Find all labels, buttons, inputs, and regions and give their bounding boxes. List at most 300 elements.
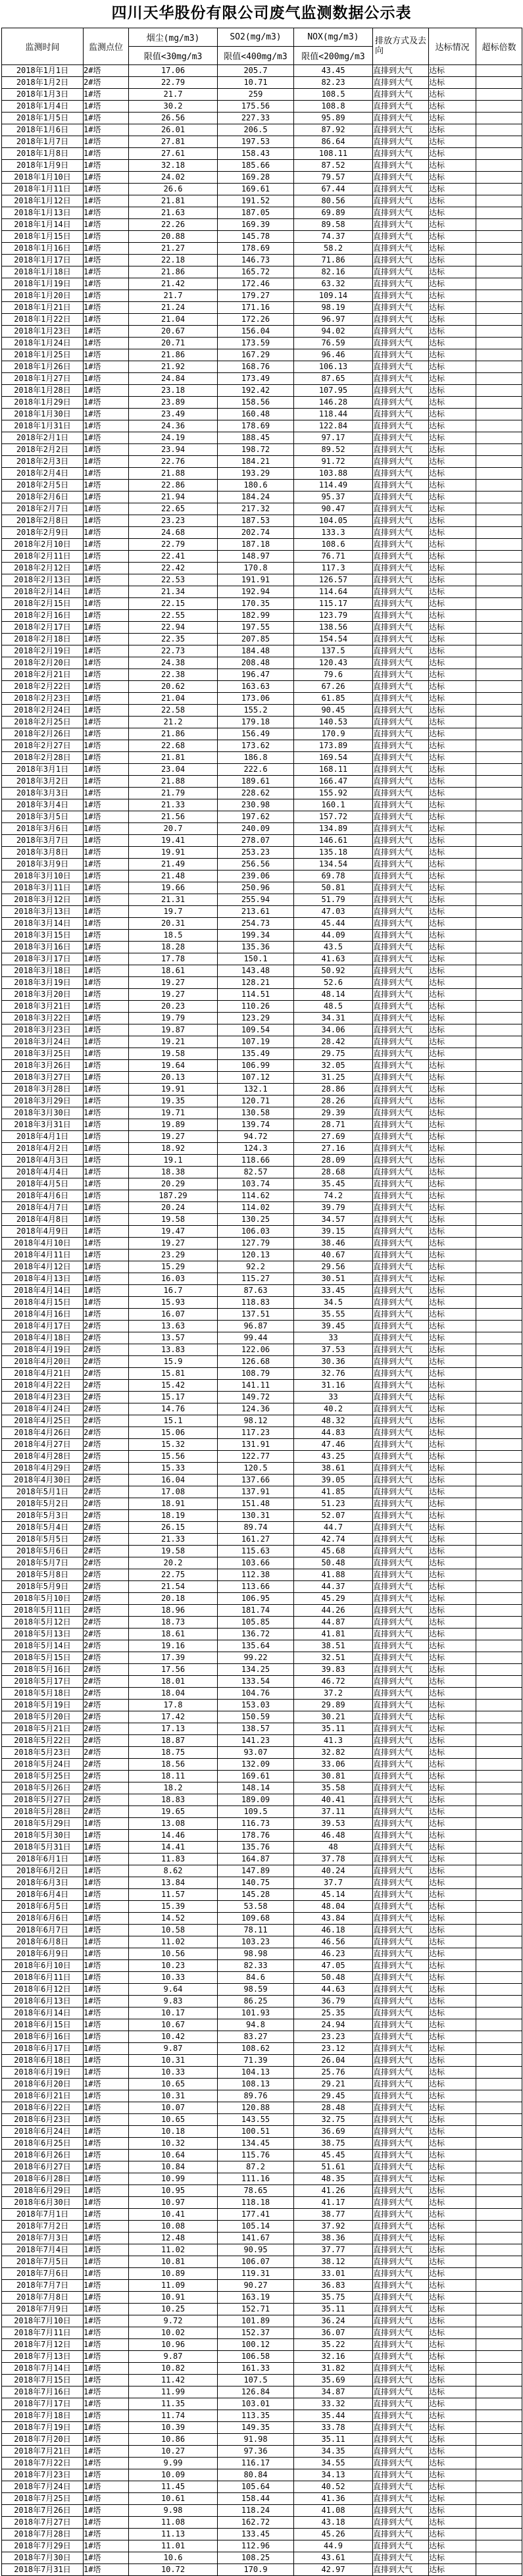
table-row [2, 835, 522, 847]
cell-point: 1#塔 [84, 634, 129, 645]
cell-point: 1#塔 [84, 847, 129, 859]
cell-exceed [476, 2161, 522, 2173]
cell-dust: 18.04 [129, 1688, 218, 1700]
cell-date: 2018年3月10日 [2, 871, 84, 882]
cell-point: 1#塔 [84, 2292, 129, 2304]
cell-status: 达标 [429, 930, 476, 942]
cell-status: 达标 [429, 1190, 476, 1202]
cell-emission: 直排到大气 [373, 527, 429, 539]
cell-so2: 130.58 [218, 1107, 294, 1119]
cell-so2: 187.18 [218, 539, 294, 551]
cell-status: 达标 [429, 1925, 476, 1936]
cell-nox: 97.17 [294, 432, 373, 444]
cell-date: 2018年3月15日 [2, 930, 84, 942]
cell-dust: 23.94 [129, 444, 218, 456]
cell-so2: 111.16 [218, 2173, 294, 2185]
cell-nox: 135.18 [294, 847, 373, 859]
cell-dust: 10.31 [129, 2090, 218, 2102]
cell-exceed [476, 420, 522, 432]
cell-exceed [476, 1972, 522, 1984]
cell-exceed [476, 859, 522, 871]
cell-date: 2018年7月21日 [2, 2446, 84, 2458]
cell-dust: 11.42 [129, 2375, 218, 2387]
cell-nox: 89.58 [294, 219, 373, 231]
cell-point: 1#塔 [84, 764, 129, 776]
cell-emission: 直排到大气 [373, 1557, 429, 1569]
cell-nox: 52.07 [294, 1510, 373, 1522]
cell-point: 1#塔 [84, 1178, 129, 1190]
cell-date: 2018年3月27日 [2, 1072, 84, 1084]
cell-so2: 100.51 [218, 2126, 294, 2138]
cell-dust: 20.13 [129, 1072, 218, 1084]
cell-point: 1#塔 [84, 1167, 129, 1178]
cell-nox: 44.87 [294, 1617, 373, 1629]
cell-dust: 10.82 [129, 2363, 218, 2375]
cell-exceed [476, 1463, 522, 1475]
table-row [2, 420, 522, 432]
cell-point: 1#塔 [84, 2126, 129, 2138]
cell-nox: 51.23 [294, 1498, 373, 1510]
cell-exceed [476, 409, 522, 420]
cell-so2: 130.31 [218, 1510, 294, 1522]
cell-status: 达标 [429, 195, 476, 207]
table-row [2, 574, 522, 586]
cell-point: 1#塔 [84, 1925, 129, 1936]
cell-dust: 9.72 [129, 2315, 218, 2327]
table-row [2, 1155, 522, 1167]
cell-point: 1#塔 [84, 243, 129, 255]
cell-point: 1#塔 [84, 266, 129, 278]
cell-date: 2018年7月26日 [2, 2505, 84, 2517]
cell-so2: 123.29 [218, 1013, 294, 1024]
cell-emission: 直排到大气 [373, 1214, 429, 1226]
cell-dust: 21.49 [129, 859, 218, 871]
cell-point: 1#塔 [84, 255, 129, 266]
table-row [2, 290, 522, 302]
cell-status: 达标 [429, 847, 476, 859]
cell-dust: 21.81 [129, 752, 218, 764]
table-row [2, 859, 522, 871]
cell-dust: 10.18 [129, 2126, 218, 2138]
cell-status: 达标 [429, 2090, 476, 2102]
cell-exceed [476, 2102, 522, 2114]
cell-so2: 156.49 [218, 728, 294, 740]
cell-exceed [476, 1569, 522, 1581]
cell-dust: 10.33 [129, 2067, 218, 2079]
table-row [2, 1569, 522, 1581]
cell-date: 2018年4月12日 [2, 1261, 84, 1273]
cell-point: 1#塔 [84, 598, 129, 610]
cell-date: 2018年3月23日 [2, 1024, 84, 1036]
cell-emission: 直排到大气 [373, 2493, 429, 2505]
cell-status: 达标 [429, 2552, 476, 2564]
cell-dust: 20.7 [129, 823, 218, 835]
cell-nox: 82.23 [294, 77, 373, 89]
cell-exceed [476, 2031, 522, 2043]
cell-dust: 24.68 [129, 527, 218, 539]
cell-status: 达标 [429, 1771, 476, 1782]
cell-nox: 30.81 [294, 1771, 373, 1782]
cell-dust: 19.79 [129, 1013, 218, 1024]
cell-so2: 173.06 [218, 693, 294, 705]
cell-dust: 22.79 [129, 539, 218, 551]
cell-dust: 22.65 [129, 503, 218, 515]
cell-dust: 21.63 [129, 207, 218, 219]
cell-exceed [476, 2173, 522, 2185]
cell-so2: 94.8 [218, 2019, 294, 2031]
cell-date: 2018年1月15日 [2, 231, 84, 243]
cell-nox: 108.5 [294, 89, 373, 101]
cell-status: 达标 [429, 1640, 476, 1652]
cell-so2: 106.58 [218, 2351, 294, 2363]
cell-emission: 直排到大气 [373, 1711, 429, 1723]
cell-status: 达标 [429, 1901, 476, 1913]
cell-exceed [476, 1723, 522, 1735]
table-row [2, 1119, 522, 1131]
cell-date: 2018年1月30日 [2, 409, 84, 420]
cell-nox: 50.92 [294, 965, 373, 977]
cell-nox: 37.78 [294, 1854, 373, 1865]
table-row [2, 432, 522, 444]
cell-emission: 直排到大气 [373, 1084, 429, 1096]
cell-dust: 22.15 [129, 598, 218, 610]
table-row [2, 551, 522, 563]
table-row [2, 1013, 522, 1024]
cell-so2: 99.22 [218, 1652, 294, 1664]
cell-emission: 直排到大气 [373, 2422, 429, 2434]
cell-emission: 直排到大气 [373, 906, 429, 918]
table-row [2, 231, 522, 243]
cell-so2: 107.12 [218, 1072, 294, 1084]
col-header-dust: 烟尘(mg/m3) [129, 28, 218, 47]
cell-exceed [476, 2233, 522, 2244]
cell-status: 达标 [429, 728, 476, 740]
cell-date: 2018年7月24日 [2, 2481, 84, 2493]
cell-exceed [476, 65, 522, 77]
cell-so2: 143.55 [218, 2114, 294, 2126]
cell-date: 2018年2月13日 [2, 574, 84, 586]
cell-exceed [476, 1155, 522, 1167]
cell-emission: 直排到大气 [373, 1723, 429, 1735]
cell-so2: 165.72 [218, 266, 294, 278]
cell-emission: 直排到大气 [373, 1510, 429, 1522]
cell-nox: 61.85 [294, 693, 373, 705]
cell-emission: 直排到大气 [373, 349, 429, 361]
cell-point: 1#塔 [84, 1889, 129, 1901]
cell-date: 2018年6月20日 [2, 2079, 84, 2090]
cell-dust: 10.64 [129, 2150, 218, 2161]
cell-nox: 39.45 [294, 1321, 373, 1332]
table-row [2, 184, 522, 195]
cell-emission: 直排到大气 [373, 1439, 429, 1451]
cell-point: 1#塔 [84, 2540, 129, 2552]
cell-point: 1#塔 [84, 195, 129, 207]
cell-so2: 141.11 [218, 1380, 294, 1392]
cell-status: 达标 [429, 693, 476, 705]
cell-exceed [476, 977, 522, 989]
table-row [2, 468, 522, 480]
table-row [2, 1759, 522, 1771]
col-header-so2-limit: 限值<400mg/m3 [218, 47, 294, 65]
cell-exceed [476, 2150, 522, 2161]
cell-date: 2018年7月15日 [2, 2375, 84, 2387]
table-row [2, 1581, 522, 1593]
cell-dust: 17.39 [129, 1652, 218, 1664]
cell-so2: 98.12 [218, 1415, 294, 1427]
cell-date: 2018年3月18日 [2, 965, 84, 977]
table-row [2, 2493, 522, 2505]
cell-dust: 19.7 [129, 906, 218, 918]
cell-dust: 19.16 [129, 1640, 218, 1652]
cell-nox: 35.75 [294, 2292, 373, 2304]
cell-status: 达标 [429, 717, 476, 728]
cell-nox: 114.49 [294, 480, 373, 492]
table-row [2, 1131, 522, 1143]
cell-date: 2018年2月16日 [2, 610, 84, 622]
cell-dust: 22.42 [129, 563, 218, 574]
table-row [2, 977, 522, 989]
cell-dust: 19.58 [129, 1048, 218, 1060]
cell-emission: 直排到大气 [373, 1238, 429, 1250]
cell-so2: 187.53 [218, 515, 294, 527]
cell-nox: 120.43 [294, 657, 373, 669]
cell-emission: 直排到大气 [373, 1842, 429, 1854]
cell-so2: 71.39 [218, 2055, 294, 2067]
cell-status: 达标 [429, 1415, 476, 1427]
cell-exceed [476, 953, 522, 965]
cell-point: 1#塔 [84, 2327, 129, 2339]
table-row [2, 397, 522, 409]
cell-dust: 19.71 [129, 1107, 218, 1119]
cell-nox: 38.61 [294, 1463, 373, 1475]
cell-nox: 29.39 [294, 1107, 373, 1119]
cell-point: 1#塔 [84, 2067, 129, 2079]
cell-emission: 直排到大气 [373, 2280, 429, 2292]
cell-nox: 94.02 [294, 326, 373, 338]
cell-exceed [476, 2114, 522, 2126]
cell-so2: 179.18 [218, 717, 294, 728]
cell-so2: 82.57 [218, 1167, 294, 1178]
cell-date: 2018年6月26日 [2, 2150, 84, 2161]
cell-exceed [476, 1084, 522, 1096]
cell-date: 2018年1月19日 [2, 278, 84, 290]
table-row [2, 1427, 522, 1439]
cell-status: 达标 [429, 1380, 476, 1392]
table-row [2, 1700, 522, 1711]
cell-nox: 169.54 [294, 752, 373, 764]
cell-point: 1#塔 [84, 2387, 129, 2398]
cell-emission: 直排到大气 [373, 1415, 429, 1427]
cell-so2: 89.74 [218, 1522, 294, 1534]
cell-dust: 11.99 [129, 2387, 218, 2398]
cell-emission: 直排到大气 [373, 1569, 429, 1581]
cell-emission: 直排到大气 [373, 2209, 429, 2221]
cell-dust: 15.32 [129, 1439, 218, 1451]
cell-emission: 直排到大气 [373, 503, 429, 515]
cell-date: 2018年1月14日 [2, 219, 84, 231]
cell-date: 2018年5月15日 [2, 1652, 84, 1664]
cell-exceed [476, 2090, 522, 2102]
cell-nox: 115.17 [294, 598, 373, 610]
cell-exceed [476, 1593, 522, 1605]
cell-emission: 直排到大气 [373, 124, 429, 136]
cell-status: 达标 [429, 1723, 476, 1735]
cell-dust: 15.17 [129, 1392, 218, 1403]
cell-status: 达标 [429, 1427, 476, 1439]
cell-date: 2018年6月17日 [2, 2043, 84, 2055]
cell-nox: 39.83 [294, 1664, 373, 1676]
cell-date: 2018年7月8日 [2, 2292, 84, 2304]
cell-emission: 直排到大气 [373, 160, 429, 172]
cell-dust: 23.04 [129, 764, 218, 776]
cell-emission: 直排到大气 [373, 669, 429, 681]
cell-date: 2018年2月28日 [2, 752, 84, 764]
cell-date: 2018年5月24日 [2, 1759, 84, 1771]
cell-date: 2018年5月4日 [2, 1522, 84, 1534]
cell-emission: 直排到大气 [373, 586, 429, 598]
table-row [2, 1072, 522, 1084]
cell-date: 2018年7月27日 [2, 2517, 84, 2529]
cell-point: 1#塔 [84, 1013, 129, 1024]
cell-status: 达标 [429, 1297, 476, 1309]
cell-emission: 直排到大气 [373, 409, 429, 420]
cell-exceed [476, 2292, 522, 2304]
cell-exceed [476, 2540, 522, 2552]
cell-nox: 43.61 [294, 2552, 373, 2564]
cell-emission: 直排到大气 [373, 811, 429, 823]
table-row [2, 2090, 522, 2102]
cell-so2: 158.43 [218, 148, 294, 160]
cell-exceed [476, 2387, 522, 2398]
cell-point: 1#塔 [84, 1024, 129, 1036]
cell-nox: 37.77 [294, 2244, 373, 2256]
cell-exceed [476, 1368, 522, 1380]
cell-dust: 20.71 [129, 338, 218, 349]
cell-point: 1#塔 [84, 444, 129, 456]
cell-nox: 35.69 [294, 2375, 373, 2387]
cell-so2: 113.66 [218, 1581, 294, 1593]
cell-nox: 87.52 [294, 160, 373, 172]
cell-date: 2018年6月30日 [2, 2197, 84, 2209]
cell-so2: 208.48 [218, 657, 294, 669]
cell-nox: 34.87 [294, 2387, 373, 2398]
table-row [2, 717, 522, 728]
cell-dust: 19.41 [129, 835, 218, 847]
cell-dust: 22.94 [129, 622, 218, 634]
cell-date: 2018年7月19日 [2, 2422, 84, 2434]
cell-nox: 36.83 [294, 2280, 373, 2292]
cell-point: 1#塔 [84, 492, 129, 503]
cell-so2: 115.63 [218, 1546, 294, 1557]
cell-nox: 48.04 [294, 1901, 373, 1913]
cell-dust: 19.91 [129, 847, 218, 859]
cell-nox: 37.92 [294, 2221, 373, 2233]
cell-date: 2018年1月20日 [2, 290, 84, 302]
cell-so2: 147.89 [218, 1865, 294, 1877]
table-row [2, 243, 522, 255]
cell-point: 1#塔 [84, 1036, 129, 1048]
cell-nox: 34.06 [294, 1024, 373, 1036]
cell-exceed [476, 1581, 522, 1593]
cell-so2: 116.73 [218, 1818, 294, 1830]
cell-so2: 169.61 [218, 184, 294, 195]
cell-date: 2018年4月25日 [2, 1415, 84, 1427]
cell-nox: 38.12 [294, 2256, 373, 2268]
cell-status: 达标 [429, 1119, 476, 1131]
cell-so2: 141.67 [218, 2233, 294, 2244]
cell-emission: 直排到大气 [373, 930, 429, 942]
cell-point: 2#塔 [84, 1569, 129, 1581]
cell-emission: 直排到大气 [373, 1546, 429, 1557]
table-row [2, 113, 522, 124]
table-row [2, 385, 522, 397]
cell-status: 达标 [429, 255, 476, 266]
cell-emission: 直排到大气 [373, 1913, 429, 1925]
cell-emission: 直排到大气 [373, 2221, 429, 2233]
cell-so2: 119.31 [218, 2268, 294, 2280]
cell-nox: 35.45 [294, 1178, 373, 1190]
cell-point: 1#塔 [84, 527, 129, 539]
cell-so2: 172.46 [218, 278, 294, 290]
cell-status: 达标 [429, 1865, 476, 1877]
cell-point: 1#塔 [84, 2114, 129, 2126]
cell-dust: 10.17 [129, 2008, 218, 2019]
cell-exceed [476, 1297, 522, 1309]
cell-point: 2#塔 [84, 1522, 129, 1534]
table-row [2, 65, 522, 77]
cell-status: 达标 [429, 1806, 476, 1818]
cell-emission: 直排到大气 [373, 1463, 429, 1475]
cell-so2: 113.35 [218, 2410, 294, 2422]
cell-date: 2018年4月28日 [2, 1451, 84, 1463]
cell-so2: 124.36 [218, 1403, 294, 1415]
cell-date: 2018年4月30日 [2, 1475, 84, 1486]
table-row [2, 1664, 522, 1676]
cell-emission: 直排到大气 [373, 1190, 429, 1202]
cell-so2: 278.07 [218, 835, 294, 847]
table-row [2, 160, 522, 172]
cell-date: 2018年7月14日 [2, 2363, 84, 2375]
cell-dust: 9.98 [129, 2505, 218, 2517]
cell-date: 2018年2月11日 [2, 551, 84, 563]
cell-dust: 11.35 [129, 2398, 218, 2410]
cell-nox: 47.46 [294, 1439, 373, 1451]
cell-point: 1#塔 [84, 693, 129, 705]
cell-status: 达标 [429, 1451, 476, 1463]
cell-dust: 26.56 [129, 113, 218, 124]
table-row [2, 764, 522, 776]
cell-dust: 9.87 [129, 2351, 218, 2363]
cell-nox: 28.26 [294, 1096, 373, 1107]
cell-date: 2018年1月4日 [2, 101, 84, 113]
cell-date: 2018年7月12日 [2, 2339, 84, 2351]
cell-exceed [476, 894, 522, 906]
cell-point: 2#塔 [84, 1771, 129, 1782]
cell-so2: 103.66 [218, 1557, 294, 1569]
cell-emission: 直排到大气 [373, 255, 429, 266]
cell-nox: 45.14 [294, 1889, 373, 1901]
cell-so2: 178.69 [218, 420, 294, 432]
cell-nox: 36.07 [294, 2327, 373, 2339]
cell-point: 1#塔 [84, 989, 129, 1001]
col-header-nox: NOX(mg/m3) [294, 28, 373, 47]
cell-emission: 直排到大气 [373, 2055, 429, 2067]
cell-nox: 32.51 [294, 1652, 373, 1664]
cell-emission: 直排到大气 [373, 1984, 429, 1996]
cell-so2: 120.71 [218, 1096, 294, 1107]
cell-exceed [476, 871, 522, 882]
cell-so2: 152.71 [218, 2304, 294, 2315]
